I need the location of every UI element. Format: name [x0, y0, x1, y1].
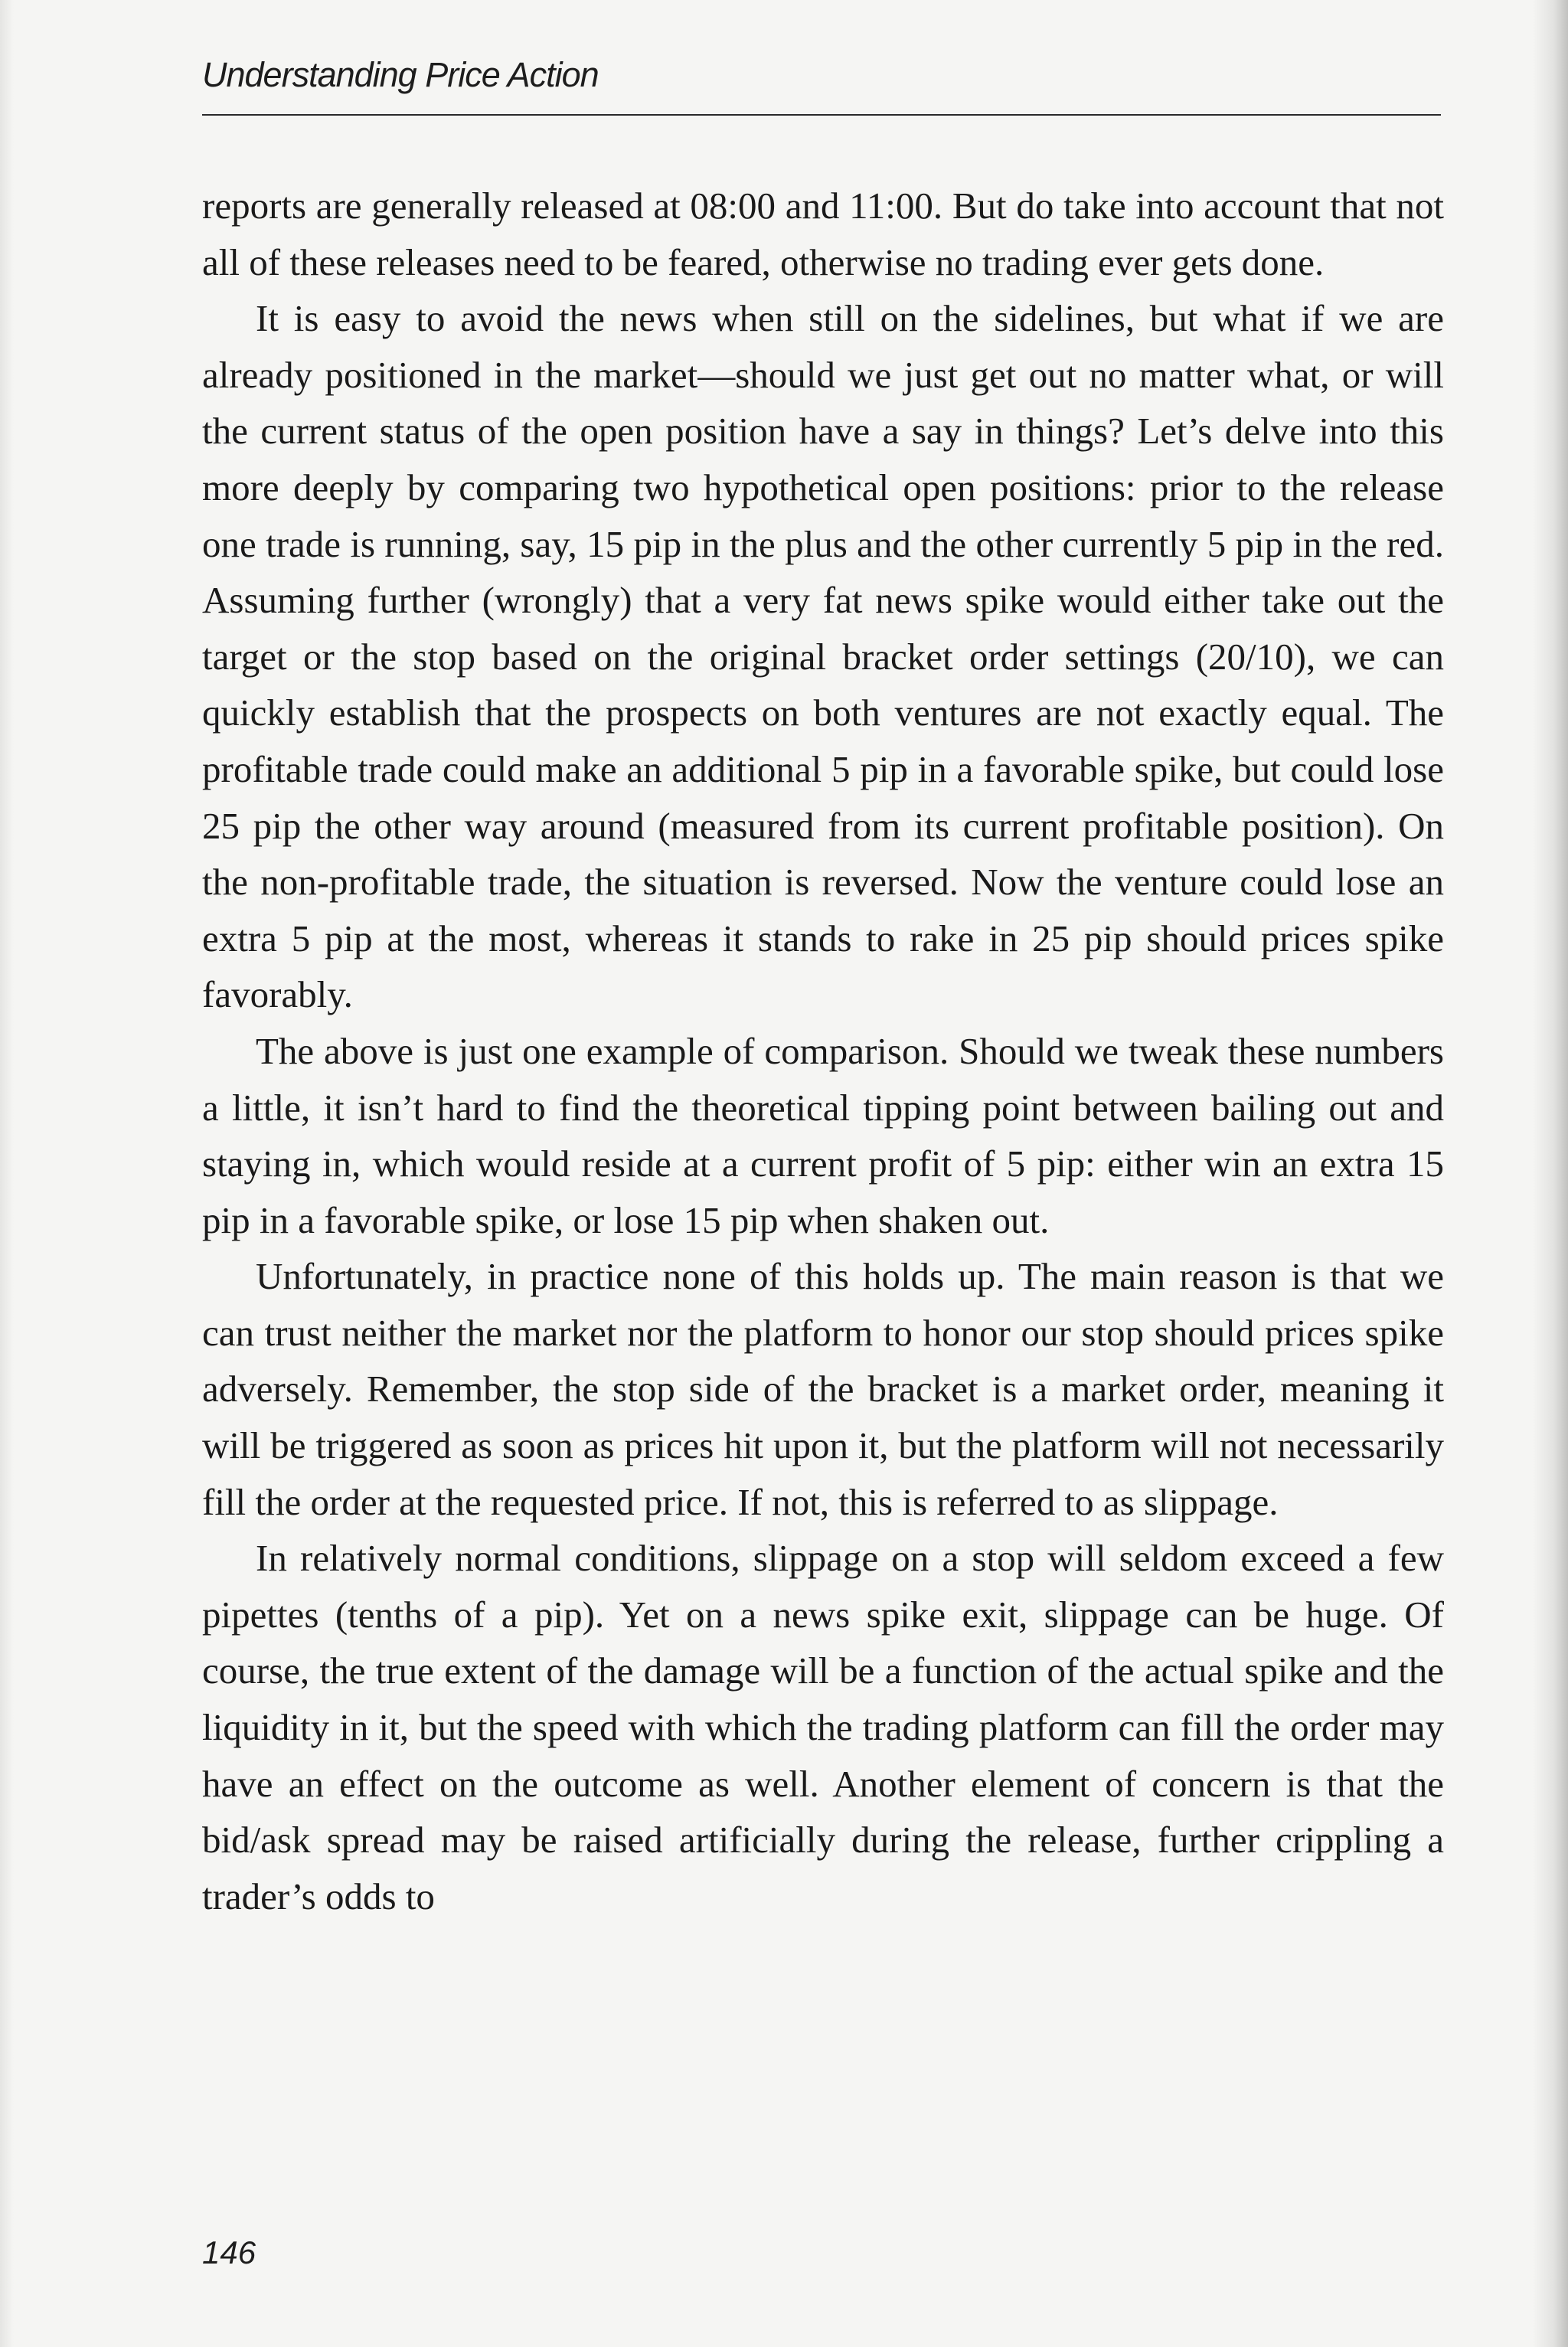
page-number: 146: [202, 2234, 256, 2270]
paragraph-2: It is easy to avoid the news when still on the sidelines, but what if we are already positioned in the market—should we just get out no matter what, or will the current status of the open position have a say in things? Let’s delve into this more deeply by comparing two hypothetical open positions: prior to the release one trade is running, say, 15 pip in the plus and the other currently 5 pip in the red. Assuming further (wrongly) that a very fat news spike would either take out the target or the stop based on the original bracket order settings (20/10), we can quickly establish that the prospects on both ventures are not exactly equal. The profitable trade could make an additional 5 pip in a favorable spike, but could lose 25 pip the other way around (measured from its current profitable position). On the non-profitable trade, the situation is reversed. Now the venture could lose an extra 5 pip at the most, whereas it stands to rake in 25 pip should prices spike favorably.: [202, 297, 1444, 1016]
paragraph-3: The above is just one example of comparison. Should we tweak these numbers a little, it isn’t hard to find the theoretical tipping point between bailing out and staying in, which would reside at a current profit of 5 pip: either win an extra 15 pip in a favorable spike, or lose 15 pip when shaken out.: [202, 1029, 1444, 1241]
header-rule: [202, 114, 1441, 116]
paragraph-5: In relatively normal conditions, slippage on a stop will seldom exceed a few pipettes (tenths of a pip). Yet on a news spike exit, slippage can be huge. Of course, the true extent of the damage will be a function of the actual spike and the liquidity in it, but the speed with which the trading platform can fill the order may have an effect on the outcome as well. Another element of concern is that the bid/ask spread may be raised artificially during the release, further crippling a trader’s odds to: [202, 1537, 1444, 1917]
paragraph-1: reports are generally released at 08:00 and 11:00. But do take into account that not all of these releases need to be feared, otherwise no trading ever gets done.: [202, 185, 1444, 283]
paragraph-4: Unfortunately, in practice none of this holds up. The main reason is that we can trust neither the market nor the platform to honor our stop should prices spike adversely. Remember, the stop side of the bracket is a market order, meaning it will be triggered as soon as prices hit upon it, but the platform will not necessarily fill the order at the requested price. If not, this is referred to as slippage.: [202, 1255, 1444, 1523]
running-head: Understanding Price Action: [202, 55, 599, 94]
body-text: [202, 178, 1444, 1924]
spine-shadow: [1533, 0, 1568, 2347]
page-edge-shadow: [0, 0, 14, 2347]
